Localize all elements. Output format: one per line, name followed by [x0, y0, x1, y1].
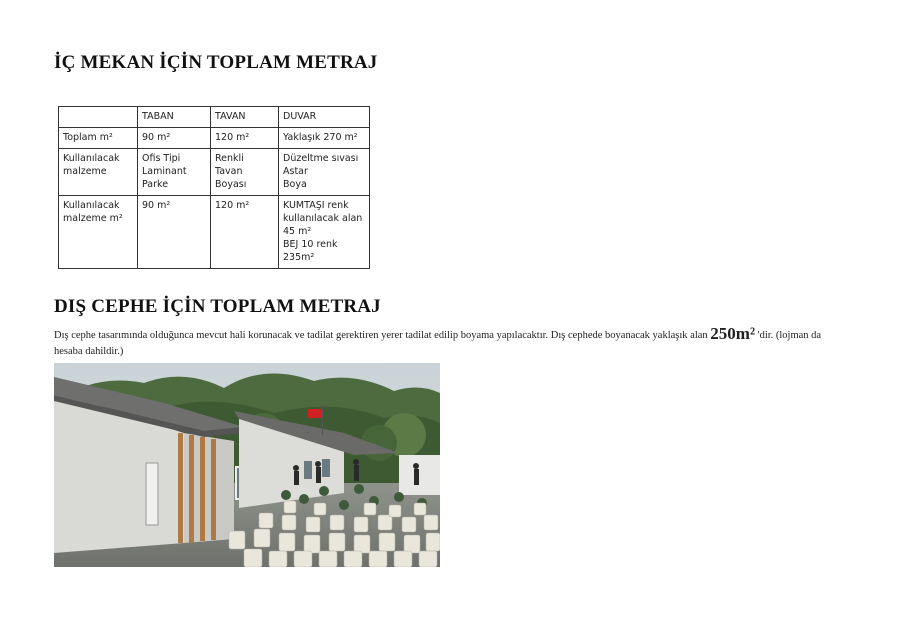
table-row	[59, 196, 370, 269]
table-row	[59, 149, 370, 196]
exterior-section-title: DIŞ CEPHE İÇİN TOPLAM METRAJ	[54, 296, 381, 317]
painted-area-value: 250m²	[710, 324, 756, 343]
table-cell: Kullanılacak malzeme	[59, 149, 138, 196]
table-cell: 120 m²	[211, 196, 279, 269]
table-cell: Kullanılacak malzeme m²	[59, 196, 138, 269]
table-cell: KUMTAŞI renk kullanılacak alan 45 m² BEJ 10 renk 235m²	[279, 196, 370, 269]
table-cell: 90 m²	[138, 196, 211, 269]
table-cell: Yaklaşık 270 m²	[279, 128, 370, 149]
table-cell: 120 m²	[211, 128, 279, 149]
exterior-description-text: Dış cephe tasarımında olduğunca mevcut hali korunacak ve tadilat gerektiren yerer tadilat edilip boyama yapılacaktır. Dış cephede boyanacak yaklaşık alan	[54, 330, 711, 341]
table-header-cell: TABAN	[138, 107, 211, 128]
exterior-render-image	[54, 363, 440, 567]
table-cell: Düzeltme sıvası Astar Boya	[279, 149, 370, 196]
exterior-description	[54, 326, 844, 360]
table-cell: 90 m²	[138, 128, 211, 149]
table-cell: Toplam m²	[59, 128, 138, 149]
table-header-cell: TAVAN	[211, 107, 279, 128]
table-cell: Ofis Tipi Laminant Parke	[138, 149, 211, 196]
interior-section-title: İÇ MEKAN İÇİN TOPLAM METRAJ	[54, 52, 378, 73]
table-row	[59, 128, 370, 149]
exterior-description-end: 'dir. (lojman da hesaba dahildir.)	[54, 330, 822, 357]
table-header-cell: DUVAR	[279, 107, 370, 128]
table-cell: Renkli Tavan Boyası	[211, 149, 279, 196]
table-header-row	[59, 107, 370, 128]
table-header-cell	[59, 107, 138, 128]
interior-metraj-table	[58, 106, 370, 269]
